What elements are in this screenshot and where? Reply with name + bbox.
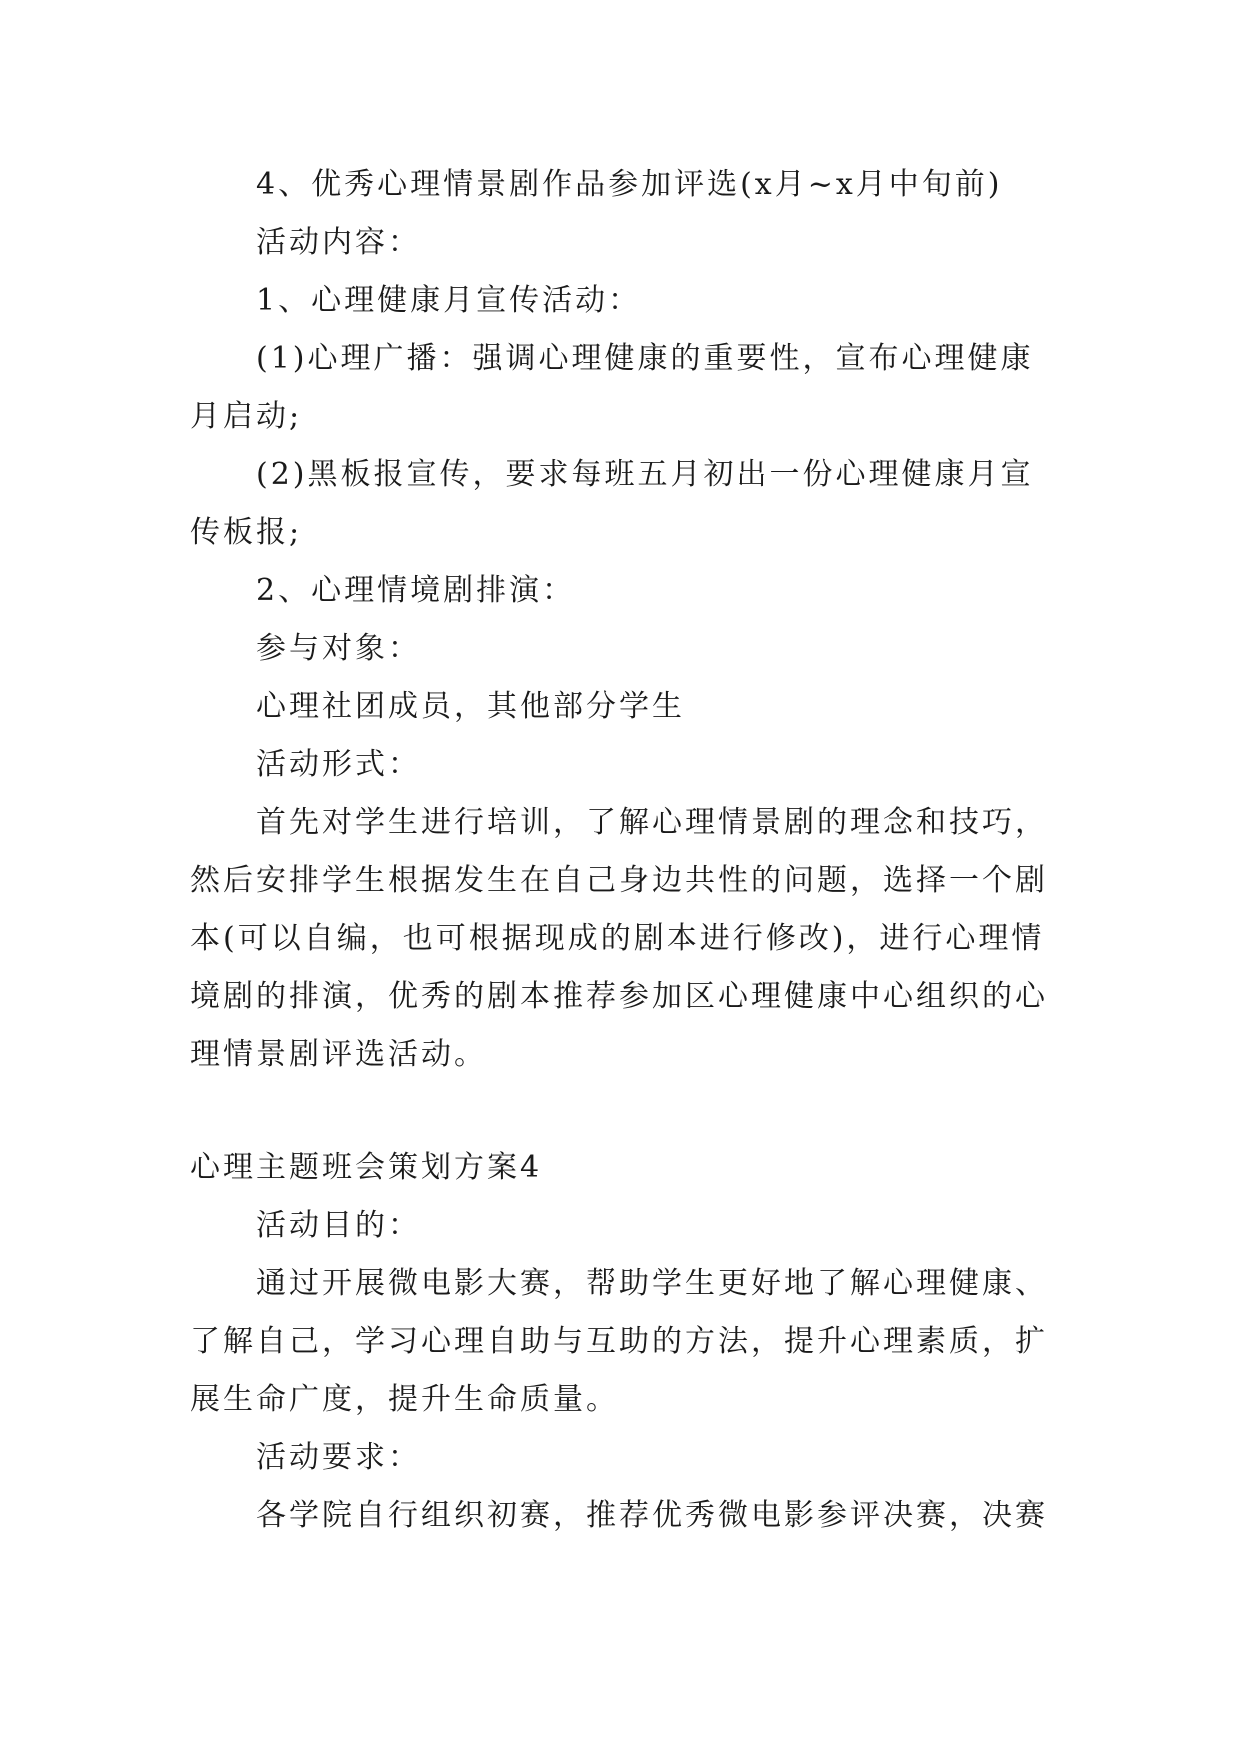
text-line: 活动目的： [256, 1208, 421, 1243]
text-line: 4、优秀心理情景剧作品参加评选(x月~x月中旬前) [256, 167, 1003, 202]
text-line: 活动形式： [256, 747, 421, 782]
text-line: 理情景剧评选活动。 [190, 1037, 487, 1072]
text-line: 本(可以自编，也可根据现成的剧本进行修改)，进行心理情 [190, 921, 1045, 956]
text-line: 展生命广度，提升生命质量。 [190, 1382, 619, 1417]
text-line: 传板报; [190, 515, 303, 550]
text-line: 2、心理情境剧排演： [256, 573, 576, 608]
text-line: 活动内容： [256, 225, 421, 260]
text-line: 境剧的排演，优秀的剧本推荐参加区心理健康中心组织的心 [190, 979, 1048, 1014]
text-line: 然后安排学生根据发生在自己身边共性的问题，选择一个剧 [190, 863, 1048, 898]
text-line: (1)心理广播：强调心理健康的重要性，宣布心理健康 [256, 341, 1034, 376]
text-line: 各学院自行组织初赛，推荐优秀微电影参评决赛，决赛 [256, 1498, 1048, 1533]
text-line: (2)黑板报宣传，要求每班五月初出一份心理健康月宣 [256, 457, 1034, 492]
text-line: 1、心理健康月宣传活动： [256, 283, 642, 318]
text-line: 心理社团成员，其他部分学生 [256, 689, 685, 724]
text-line: 参与对象： [256, 631, 421, 666]
text-line: 通过开展微电影大赛，帮助学生更好地了解心理健康、 [256, 1266, 1048, 1301]
text-line: 活动要求： [256, 1440, 421, 1475]
text-line: 了解自己，学习心理自助与互助的方法，提升心理素质，扩 [190, 1324, 1048, 1359]
section-title: 心理主题班会策划方案4 [190, 1150, 543, 1185]
text-line: 首先对学生进行培训，了解心理情景剧的理念和技巧， [256, 805, 1048, 840]
text-line: 月启动; [190, 399, 303, 434]
